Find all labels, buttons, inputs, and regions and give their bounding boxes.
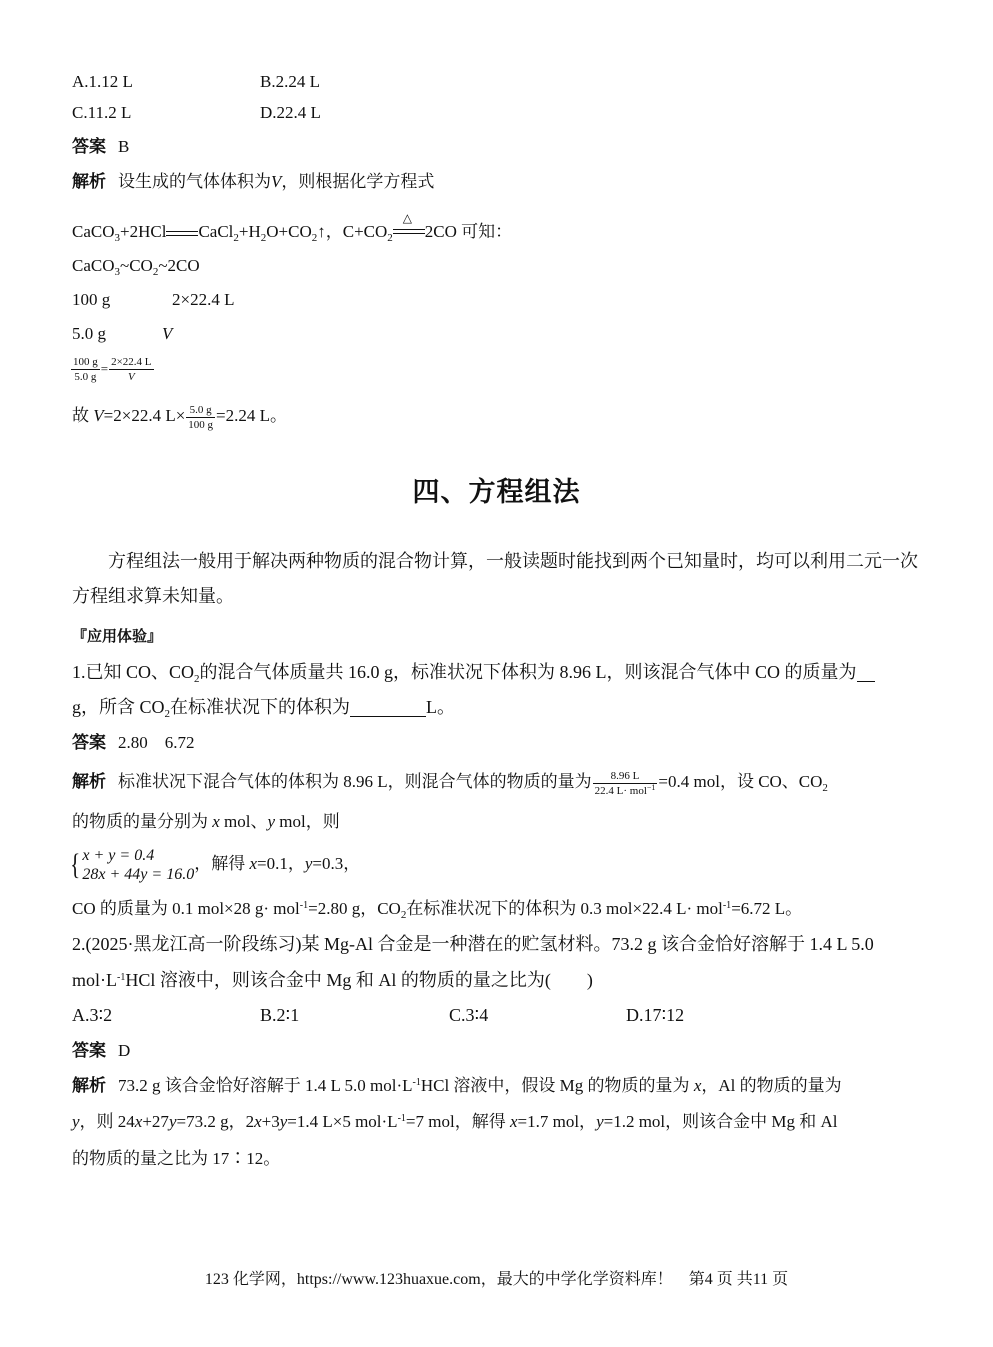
sub: 2 — [164, 708, 171, 720]
frac-den: V — [127, 370, 135, 383]
analysis-label: 解析 — [72, 772, 106, 791]
sub: 2 — [400, 909, 407, 921]
final-var: V — [93, 406, 104, 425]
q1-text-4: 在标准状况下的体积为 — [170, 697, 351, 717]
equals-double-line — [166, 231, 198, 236]
sys-eq-2: 28x + 44y = 16.0 — [82, 866, 195, 884]
final-prefix: 故 — [72, 406, 94, 425]
fraction — [186, 404, 215, 431]
frac-num: 8.96 L — [593, 770, 658, 784]
fraction — [593, 770, 658, 797]
q2-answer-line — [72, 1041, 130, 1061]
left-brace: { — [70, 848, 81, 882]
eq-caco3: CaCO — [72, 222, 115, 241]
q1-analysis-line-2 — [72, 812, 340, 832]
var-y: y — [279, 1112, 288, 1131]
final-line — [72, 400, 287, 432]
var-y: y — [72, 1112, 80, 1131]
var-x: x — [249, 854, 257, 873]
eq-hcl: +2HCl — [120, 222, 167, 241]
fraction — [109, 356, 153, 383]
option-d: D.22.4 L — [260, 103, 321, 122]
option-b: B.2.24 L — [260, 72, 320, 91]
var-y: y — [304, 854, 313, 873]
frac-den — [593, 784, 658, 797]
q1-an-7: =2.80 g，CO — [308, 899, 401, 918]
q2-analysis-line-2 — [72, 1112, 838, 1132]
sub: 2 — [194, 673, 200, 685]
sub: 2 — [152, 266, 159, 278]
solve-2: =0.1， — [257, 854, 305, 873]
option-a: A.1.12 L — [72, 72, 133, 91]
q2-line-2 — [72, 970, 593, 990]
chain-caco3: CaCO — [72, 256, 115, 275]
q2-an-2: HCl 溶液中，假设 Mg 的物质的量为 — [420, 1076, 694, 1095]
q2-an-11: =1.2 mol，则该合金中 Mg 和 Al — [603, 1112, 838, 1131]
frac-den: 100 g — [188, 418, 214, 431]
q2-an-7: +3 — [261, 1112, 280, 1131]
q2-an-4: ，则 24 — [79, 1112, 135, 1131]
q1-line-1 — [72, 662, 875, 685]
q1-text-2: 的混合气体质量共 16.0 g，标准状况下体积为 8.96 L，则该混合气体中 CO 的质量为 — [199, 662, 857, 682]
var-x: x — [134, 1112, 143, 1131]
heat-condition-icon — [393, 211, 425, 242]
var-y: y — [267, 812, 276, 831]
q1-text-3: g，所含 CO — [72, 697, 165, 717]
q1-answer-line — [72, 733, 195, 753]
q2-an-6: =73.2 g，2 — [176, 1112, 255, 1131]
q1-text-5: L。 — [426, 697, 456, 717]
q1-an-4: mol、 — [219, 812, 268, 831]
chain-co2: ~CO — [120, 256, 153, 275]
analysis-line — [72, 172, 434, 192]
sub: 3 — [114, 266, 120, 278]
blank-1 — [857, 681, 875, 682]
section-title: 四、方程组法 — [412, 477, 581, 508]
q2-analysis-line-1 — [72, 1076, 842, 1096]
sub: 2 — [387, 232, 393, 244]
sub: 2 — [822, 782, 828, 794]
sys-eq-1: x + y = 0.4 — [82, 847, 155, 865]
ratio-row-2b: V — [162, 324, 173, 343]
q1-analysis-line-1 — [72, 766, 828, 798]
frac-num: 2×22.4 L — [111, 355, 152, 368]
fraction — [71, 356, 100, 383]
system-lines — [82, 846, 194, 884]
q2-an-1: 73.2 g 该合金恰好溶解于 1.4 L 5.0 mol·L — [118, 1076, 413, 1095]
q1-an-3: 的物质的量分别为 — [72, 812, 213, 831]
frac-den-text: 22.4 L· mol — [594, 784, 647, 797]
q1-line-2 — [72, 697, 456, 720]
sub: 2 — [260, 232, 267, 244]
q1-an-2: =0.4 mol，设 CO、CO — [658, 772, 823, 791]
q2-option-d: D.17∶12 — [626, 1005, 685, 1025]
var-x: x — [509, 1112, 518, 1131]
sub: 3 — [114, 232, 120, 244]
final-mid: =2×22.4 L× — [103, 406, 186, 425]
eq-arrow-c-co: ↑，C+CO — [317, 222, 388, 241]
var-v: V — [271, 172, 282, 191]
sup: -1 — [412, 1077, 421, 1088]
sup: −1 — [646, 782, 656, 792]
q2-an-3: ，Al 的物质的量为 — [701, 1076, 842, 1095]
frac-equals: = — [100, 361, 109, 376]
blank-2 — [350, 716, 426, 717]
ratio-row-1b: 2×22.4 L — [172, 290, 235, 309]
q1-analysis-line-3 — [72, 899, 802, 919]
eq-o-co: O+CO — [266, 222, 312, 241]
equation-line — [72, 211, 513, 244]
q2-text-2a: mol·L — [72, 970, 117, 990]
q2-option-a: A.3∶2 — [72, 1005, 113, 1025]
var-x: x — [212, 812, 220, 831]
ratio-row-2a: 5.0 g — [72, 324, 106, 343]
analysis-text: 设生成的气体体积为 — [118, 172, 271, 191]
sup: -1 — [299, 900, 309, 911]
analysis-label: 解析 — [72, 1076, 106, 1095]
ratio-row-1a: 100 g — [72, 290, 111, 309]
analysis-text-2: ，则根据化学方程式 — [281, 172, 435, 191]
proportion-line — [70, 352, 155, 385]
chain-line — [72, 256, 200, 276]
eq-cacl2: CaCl — [198, 222, 234, 241]
final-suffix: =2.24 L。 — [216, 406, 288, 425]
q1-an-1: 标准状况下混合气体的体积为 8.96 L，则混合气体的物质的量为 — [118, 772, 592, 791]
q2-option-b: B.2∶1 — [260, 1005, 300, 1025]
practice-label: 『应用体验』 — [72, 627, 163, 645]
sub: 2 — [233, 232, 239, 244]
equals-double-line — [393, 229, 425, 234]
option-c: C.11.2 L — [72, 103, 132, 122]
eq-h: +H — [238, 222, 261, 241]
var-x: x — [254, 1112, 262, 1131]
q2-text-2b: HCl 溶液中，则该合金中 Mg 和 Al 的物质的量之比为( ) — [125, 970, 593, 990]
q2-an-10: =1.7 mol， — [517, 1112, 597, 1131]
q1-text-1: 1.已知 CO、CO — [72, 662, 195, 682]
solve-1: ，解得 — [194, 854, 250, 873]
solve-3: =0.3， — [312, 854, 361, 873]
var-y: y — [596, 1112, 604, 1131]
q2-option-c: C.3∶4 — [449, 1005, 489, 1025]
q1-an-6: CO 的质量为 0.1 mol×28 g· mol — [72, 899, 300, 918]
analysis-label: 解析 — [72, 172, 106, 191]
section-intro: 方程组法一般用于解决两种物质的混合物计算，一般读题时能找到两个已知量时，均可以利用二元一次方程组求算未知量。 — [72, 551, 918, 606]
page-footer: 123 化学网，https://www.123huaxue.com，最大的中学化学资料库！ 第4 页 共11 页 — [204, 1271, 789, 1288]
sub: 2 — [311, 232, 318, 244]
frac-num: 100 g — [73, 355, 98, 368]
sup: -1 — [117, 972, 126, 983]
q2-an-8: =1.4 L×5 mol·L — [287, 1112, 398, 1131]
q2-analysis-line-3: 的物质的量之比为 17∶12。 — [72, 1149, 281, 1168]
sup: -1 — [397, 1113, 406, 1124]
q1-an-8: 在标准状况下的体积为 0.3 mol×22.4 L· mol — [406, 899, 723, 918]
answer-value: D — [118, 1041, 131, 1060]
answer-value: 2.80 6.72 — [118, 733, 195, 752]
answer-label: 答案 — [72, 137, 106, 156]
answer-line — [72, 137, 129, 157]
q2-line-1: 2.(2025·黑龙江高一阶段练习)某 Mg-Al 合金是一种潜在的贮氢材料。73.2 g 该合金恰好溶解于 1.4 L 5.0 — [72, 934, 874, 954]
q1-equation-system — [68, 844, 360, 884]
frac-num: 5.0 g — [186, 404, 215, 418]
q1-an-5: mol，则 — [275, 812, 340, 831]
q2-an-5: +27 — [142, 1112, 169, 1131]
answer-label: 答案 — [72, 1041, 106, 1060]
frac-den: 5.0 g — [74, 370, 97, 383]
answer-label: 答案 — [72, 733, 106, 752]
q1-an-9: =6.72 L。 — [731, 899, 803, 918]
var-y: y — [168, 1112, 177, 1131]
chain-2co: ~2CO — [158, 256, 200, 275]
q2-an-9: =7 mol，解得 — [405, 1112, 510, 1131]
var-x: x — [693, 1076, 702, 1095]
eq-2co: 2CO 可知： — [424, 222, 513, 241]
answer-value: B — [118, 137, 130, 156]
triangle-icon: △ — [402, 211, 413, 225]
sup: -1 — [722, 900, 732, 911]
